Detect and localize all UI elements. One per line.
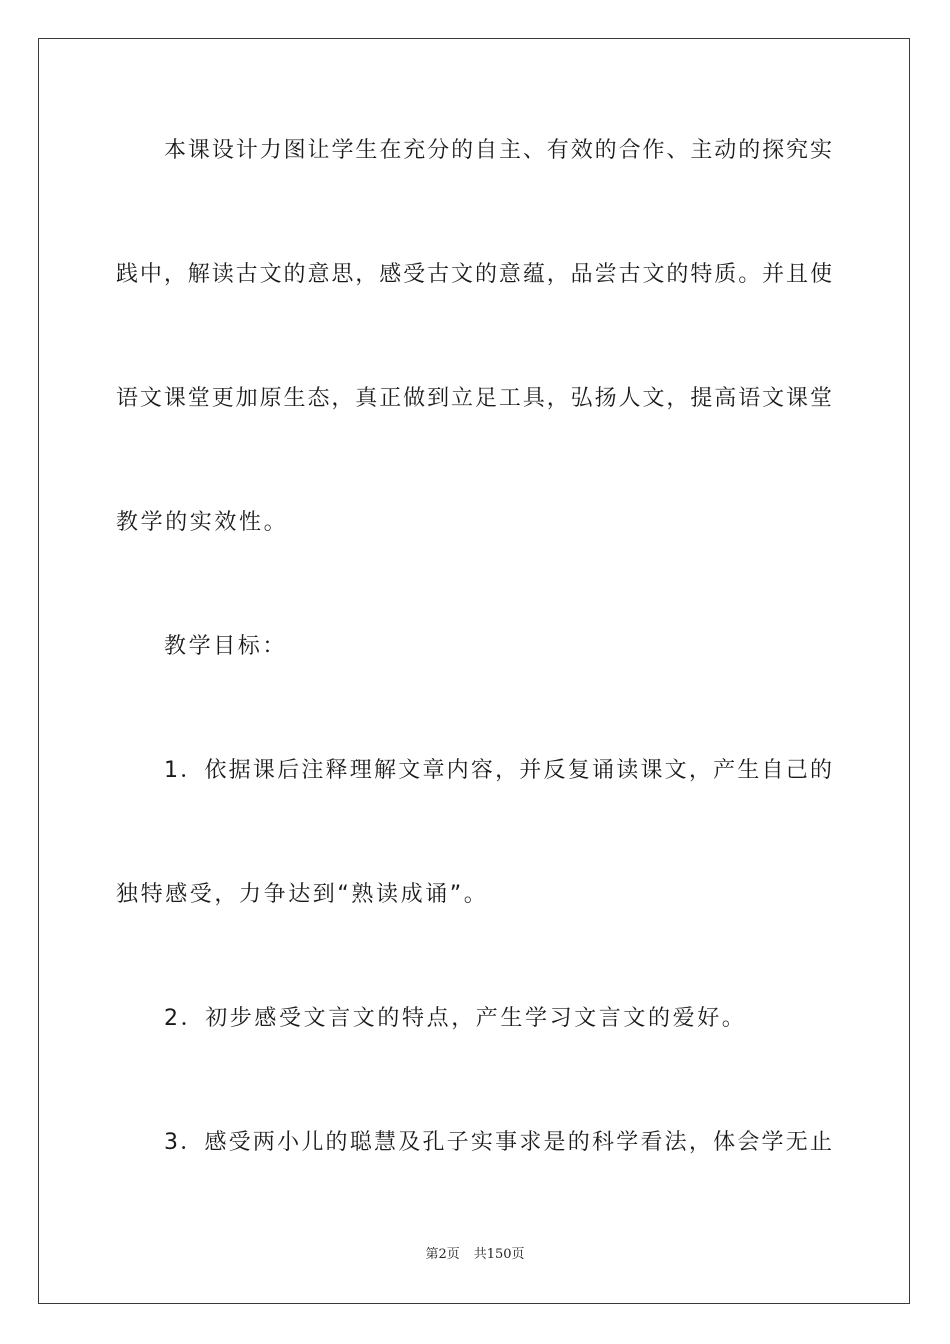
page-border	[38, 38, 910, 1304]
paragraph-line-1: 本课设计力图让学生在充分的自主、有效的合作、主动的探究实	[164, 138, 832, 163]
goal-2-line: 2．初步感受文言文的特点，产生学习文言文的爱好。	[164, 1006, 747, 1031]
paragraph-line-2: 践中，解读古文的意思，感受古文的意蕴，品尝古文的特质。并且使	[116, 262, 832, 287]
section-heading-teaching-goals: 教学目标：	[164, 634, 288, 659]
paragraph-line-3: 语文课堂更加原生态，真正做到立足工具，弘扬人文，提高语文课堂	[116, 386, 832, 411]
page-total: 共150页	[473, 1247, 525, 1262]
goal-1-line-2: 独特感受，力争达到“熟读成诵”。	[116, 882, 489, 907]
page-number: 第2页	[425, 1247, 460, 1262]
goal-1-line-1: 1．依据课后注释理解文章内容，并反复诵读课文，产生自己的	[164, 758, 832, 783]
goal-3-line-1: 3．感受两小儿的聪慧及孔子实事求是的科学看法，体会学无止	[164, 1130, 832, 1155]
paragraph-line-4: 教学的实效性。	[116, 510, 289, 535]
page-footer	[0, 1246, 950, 1264]
